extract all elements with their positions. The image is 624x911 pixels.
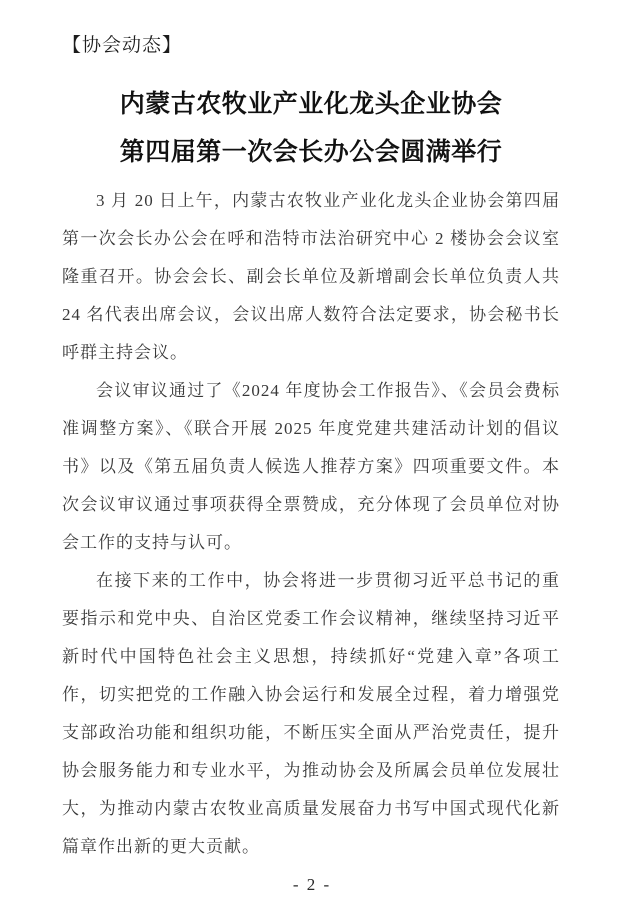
article-paragraph: 3 月 20 日上午，内蒙古农牧业产业化龙头企业协会第四届第一次会长办公会在呼和浩特市法治研究中心 2 楼协会会议室隆重召开。协会会长、副会长单位及新增副会长单位负责人共 24 名代表出席会议，会议出席人数符合法定要求，协会秘书长呼群主持会议。 — [62, 191, 560, 362]
section-tag: 【协会动态】 — [62, 35, 183, 56]
article-body — [62, 182, 560, 866]
article-paragraph: 会议审议通过了《2024 年度协会工作报告》、《会员会费标准调整方案》、《联合开展 2025 年度党建共建活动计划的倡议书》以及《第五届负责人候选人推荐方案》四项重要文件。本次会议审议通过事项获得全票赞成，充分体现了会员单位对协会工作的支持与认可。 — [62, 381, 560, 552]
page-number: - 2 - — [292, 875, 332, 894]
article-title-line-1: 内蒙古农牧业产业化龙头企业协会 — [119, 90, 503, 118]
article-title — [62, 80, 560, 176]
article-paragraph: 在接下来的工作中，协会将进一步贯彻习近平总书记的重要指示和党中央、自治区党委工作会议精神，继续坚持习近平新时代中国特色社会主义思想，持续抓好“党建入章”各项工作，切实把党的工作融入协会运行和发展全过程，着力增强党支部政治功能和组织功能，不断压实全面从严治党责任，提升协会服务能力和专业水平，为推动协会及所属会员单位发展壮大，为推动内蒙古农牧业高质量发展奋力书写中国式现代化新篇章作出新的更大贡献。 — [62, 571, 560, 856]
article-title-line-2: 第四届第一次会长办公会圆满举行 — [119, 138, 503, 166]
